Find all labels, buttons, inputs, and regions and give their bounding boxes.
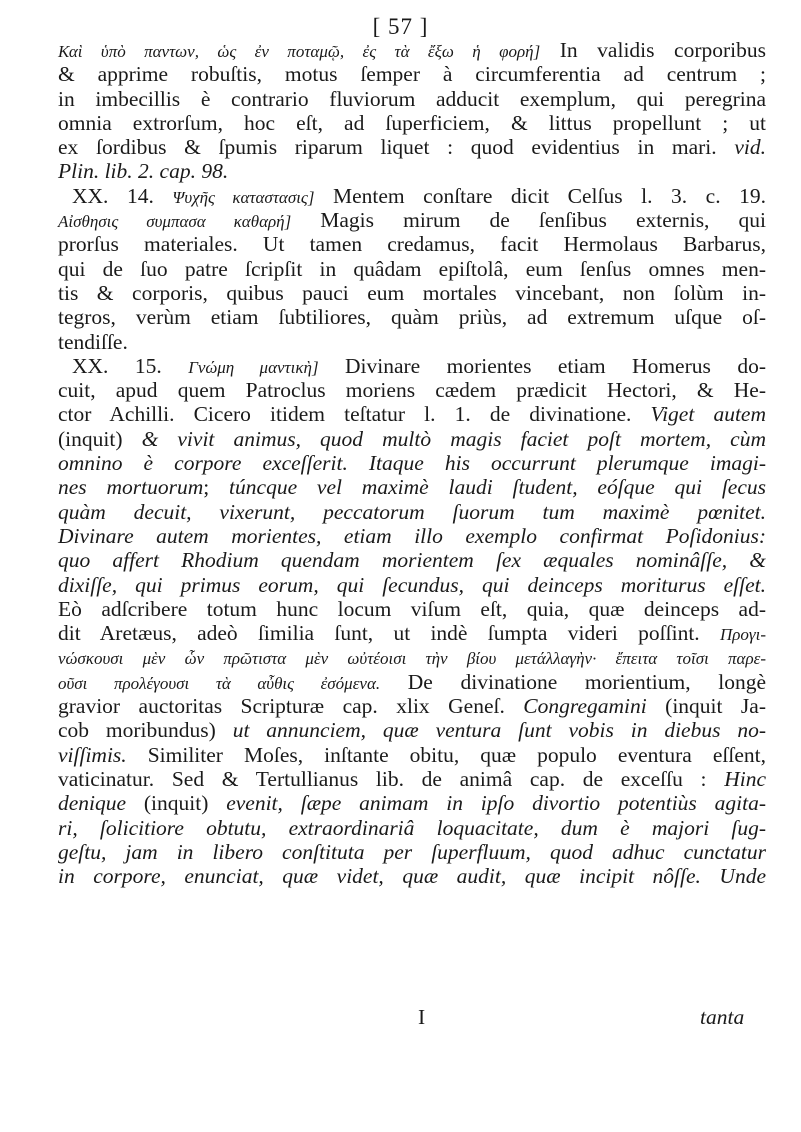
text-line [58, 378, 766, 402]
text-run: (inquit) [126, 791, 227, 816]
text-run: prorſus materiales. Ut tamen credamus, facit Hermolaus Barbarus, [58, 232, 766, 257]
text-line [58, 208, 766, 232]
text-line [58, 402, 766, 426]
italic-quotation: nes mortuorum [58, 475, 204, 500]
text-run: (inquit Ja- [646, 694, 766, 719]
text-line [58, 135, 766, 159]
text-line [58, 864, 766, 888]
text-line [58, 232, 766, 256]
text-line [58, 500, 766, 524]
greek-lemma: οῦσι προλέγουσι τὰ αὖθις ἐσόμενα. [58, 673, 381, 693]
text-run: ctor Achilli. Cicero itidem teſtatur l. 1. de divinatione. [58, 402, 651, 427]
text-run: ex ſordibus & ſpumis riparum liquet : quod evidentius in mari. [58, 135, 735, 160]
italic-quotation: túncque vel maximè laudi ſtudent, eóſque qui ſecus [229, 475, 766, 500]
text-run: XX. 15. [72, 353, 189, 378]
text-run: tendiſſe. [58, 329, 128, 354]
greek-lemma: Προγι- [719, 625, 766, 645]
text-line [58, 257, 766, 281]
text-line [58, 159, 766, 183]
text-run: ; [203, 475, 230, 500]
commentary-text [58, 38, 766, 888]
text-line [58, 767, 766, 791]
text-line [58, 791, 766, 815]
text-line [58, 62, 766, 86]
text-line [58, 645, 766, 669]
text-line [58, 475, 766, 499]
italic-quotation: evenit, ſæpe animam in ipſo divortio potentiùs agita- [226, 791, 766, 816]
italic-quotation: in corpore, enunciat, quæ videt, quæ audit, quæ incipit nôſſe. Unde [58, 864, 766, 889]
text-run: omnia extrorſum, hoc eſt, ad ſuperficiem, & littus propellunt ; ut [58, 110, 766, 135]
text-line [58, 840, 766, 864]
text-run: (inquit) [58, 426, 142, 451]
text-run: De divinatione morientium, longè [380, 669, 767, 694]
text-line [58, 621, 766, 645]
italic-quotation: Plin. lib. 2. cap. 98. [58, 159, 229, 184]
italic-quotation: ut annunciem, quæ ventura ſunt vobis in diebus no- [232, 718, 766, 743]
page-footer [0, 1005, 801, 1035]
text-line [58, 718, 766, 742]
italic-quotation: Hinc [724, 766, 766, 791]
italic-quotation: viſſimis. [58, 742, 127, 767]
text-run: vaticinatur. Sed & Tertullianus lib. de animâ cap. de exceſſu : [58, 766, 725, 791]
text-run: dit Aretæus, adeò ſimilia ſunt, ut indè ſumpta videri poſſint. [58, 621, 720, 646]
text-line [58, 354, 766, 378]
text-line [58, 597, 766, 621]
greek-lemma: Καὶ ὑπὸ παντων, ὡς ἐν ποταμῷ, ἐς τὰ ἔξω ἡ φορή] [58, 42, 541, 61]
text-run: Similiter Moſes, inſtante obitu, quæ populo eventura eſſent, [126, 742, 766, 767]
text-run: tegros, verùm etiam ſubtiliores, quàm priùs, ad extremum uſque oſ- [58, 305, 766, 330]
text-run: cuit, apud quem Patroclus moriens cædem prædicit Hectori, & He- [58, 378, 766, 403]
text-run: qui de ſuo patre ſcripſit in quâdam epiſtolâ, eum ſenſus omnes men- [58, 256, 766, 281]
text-run: In validis corporibus [540, 38, 766, 62]
text-line [58, 111, 766, 135]
text-run: cob moribundus) [58, 718, 233, 743]
text-line [58, 743, 766, 767]
page-number: [ 57 ] [372, 14, 429, 39]
text-run: Eò adſcribere totum hunc locum viſum eſt, quia, quæ deinceps ad- [58, 596, 766, 621]
greek-lemma: Ψυχῆς καταστασις] [172, 187, 315, 207]
italic-quotation: quàm decuit, vixerunt, peccatorum ſuorum tum maximè pœnitet. [58, 499, 766, 524]
text-line [58, 548, 766, 572]
text-line [58, 87, 766, 111]
text-run: Magis mirum de ſenſibus externis, qui [291, 208, 766, 233]
greek-lemma: Αἰσθησις συμπασα καθαρή] [58, 212, 292, 232]
italic-quotation: & vivit animus, quod multò magis faciet poſt mortem, cùm [141, 426, 766, 451]
italic-quotation: denique [58, 791, 127, 816]
text-line [58, 38, 766, 62]
greek-lemma: Γνώμη μαντικὴ] [188, 357, 319, 377]
text-run: XX. 14. [72, 183, 173, 208]
text-line [58, 816, 766, 840]
text-run: Mentem conſtare dicit Celſus l. 3. c. 19. [314, 183, 767, 208]
text-run: gravior auctoritas Scripturæ cap. xlix Geneſ. [58, 694, 524, 719]
text-line [58, 524, 766, 548]
text-line [58, 694, 766, 718]
text-line [58, 281, 766, 305]
signature-mark: I [418, 1005, 426, 1029]
italic-quotation: vid. [734, 135, 766, 160]
text-line [58, 305, 766, 329]
text-run: Divinare morientes etiam Homerus do- [318, 353, 766, 378]
text-line [58, 330, 766, 354]
text-run: in imbecillis è contrario fluviorum adducit exemplum, qui peregrina [58, 86, 766, 111]
italic-quotation: Congregamini [523, 694, 647, 719]
text-line [58, 573, 766, 597]
italic-quotation: Divinare autem morientes, etiam illo exemplo confirmat Poſidonius: [58, 523, 766, 548]
italic-quotation: omnino è corpore exceſſerit. Itaque his occurrunt plerumque imagi- [58, 451, 766, 476]
catchword: tanta [700, 1005, 745, 1029]
greek-lemma: νώσκουσι μὲν ὧν πρῶτιστα μὲν ωὐτέοισι τὴν βίου μετάλλαγὴν· ἔπειτα τοῖσι παρε- [58, 649, 766, 669]
text-run: & apprime robuſtis, motus ſemper à circumferentia ad centrum ; [58, 62, 766, 87]
italic-quotation: ri, ſolicitiore obtutu, extraordinariâ loquacitate, dum è majori ſug- [58, 815, 766, 840]
text-line [58, 184, 766, 208]
text-line [58, 670, 766, 694]
text-line [58, 427, 766, 451]
italic-quotation: geſtu, jam in libero conſtituta per ſuperfluum, quod adhuc cunctatur [58, 839, 766, 864]
italic-quotation: dixiſſe, qui primus eorum, qui ſecundus, qui deinceps moriturus eſſet. [58, 572, 766, 597]
italic-quotation: quo affert Rhodium quendam morientem ſex æquales nominâſſe, & [58, 548, 766, 573]
italic-quotation: Viget autem [650, 402, 766, 427]
text-line [58, 451, 766, 475]
text-run: tis & corporis, quibus pauci eum mortales vincebant, non ſolùm in- [58, 280, 766, 305]
